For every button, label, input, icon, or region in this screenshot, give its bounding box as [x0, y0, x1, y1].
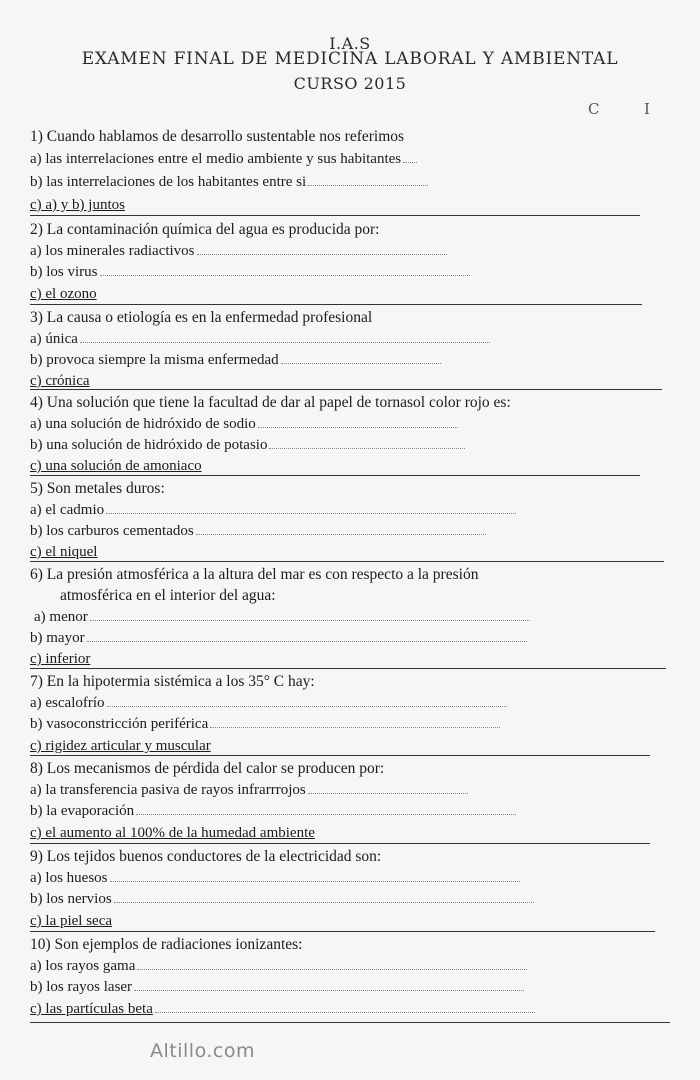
option-5a: a) el cadmio	[30, 502, 516, 519]
question-7: 7) En la hipotermia sistémica a los 35° C hay:	[30, 673, 315, 690]
option-9b: b) los nervios	[30, 891, 534, 908]
option-5b: b) los carburos cementados	[30, 523, 486, 540]
option-7c: c) rigidez articular y muscular	[30, 738, 211, 754]
option-10a: a) los rayos gama	[30, 958, 527, 975]
question-3: 3) La causa o etiología es en la enfermedad profesional	[30, 309, 373, 326]
option-2c: c) el ozono	[30, 286, 97, 302]
answer-rule-4	[30, 475, 640, 476]
option-2a: a) los minerales radiactivos	[30, 243, 447, 260]
question-6-cont: atmosférica en el interior del agua:	[60, 587, 276, 604]
option-9a: a) los huesos	[30, 870, 520, 887]
question-9: 9) Los tejidos buenos conductores de la electricidad son:	[30, 848, 382, 865]
answer-rule-2	[30, 304, 642, 305]
option-3a: a) única	[30, 331, 490, 348]
option-3b: b) provoca siempre la misma enfermedad	[30, 352, 441, 369]
option-9c: c) la piel seca	[30, 913, 113, 929]
option-1b: b) las interrelaciones de los habitantes entre si	[30, 174, 428, 191]
option-2b: b) los virus	[30, 264, 470, 281]
question-10: 10) Son ejemplos de radiaciones ionizantes:	[30, 936, 303, 953]
answer-rule-3	[30, 389, 662, 390]
option-4c: c) una solución de amoniaco	[30, 458, 202, 474]
option-8a: a) la transferencia pasiva de rayos infrarrrojos	[30, 782, 468, 799]
grade-mark-i: I	[644, 100, 650, 118]
answer-rule-7	[30, 755, 650, 756]
watermark-footer[interactable]: Altillo.com	[150, 1040, 255, 1062]
question-4: 4) Una solución que tiene la facultad de dar al papel de tornasol color rojo es:	[30, 394, 511, 411]
option-6c: c) inferior	[30, 651, 91, 667]
option-1c: c) a) y b) juntos	[30, 197, 125, 213]
answer-rule-8	[30, 843, 650, 844]
option-8c: c) el aumento al 100% de la humedad ambiente	[30, 825, 315, 841]
option-6a: a) menor	[34, 609, 530, 626]
answer-rule-6	[30, 668, 666, 669]
option-4a: a) una solución de hidróxido de sodio	[30, 416, 458, 433]
option-8b: b) la evaporación	[30, 803, 516, 820]
question-5: 5) Son metales duros:	[30, 480, 165, 497]
option-3c: c) crónica	[30, 373, 90, 389]
answer-rule-1	[30, 215, 640, 216]
option-4b: b) una solución de hidróxido de potasio	[30, 437, 465, 454]
institution-title: I.A.S	[329, 34, 371, 53]
option-10c: c) las partículas beta	[30, 1001, 535, 1018]
option-5c: c) el niquel	[30, 544, 98, 560]
question-6: 6) La presión atmosférica a la altura del mar es con respecto a la presión	[30, 566, 479, 583]
option-7a: a) escalofrío	[30, 695, 507, 712]
grade-mark-c: C	[588, 100, 600, 118]
answer-rule-9	[30, 931, 655, 932]
option-1a: a) las interrelaciones entre el medio ambiente y sus habitantes	[30, 151, 417, 168]
option-10b: b) los rayos laser	[30, 979, 524, 996]
option-7b: b) vasoconstricción periférica	[30, 716, 500, 733]
exam-title: EXAMEN FINAL DE MEDICINA LABORAL Y AMBIENTAL	[81, 49, 619, 69]
question-2: 2) La contaminación química del agua es producida por:	[30, 221, 380, 238]
course-year: CURSO 2015	[293, 74, 407, 93]
question-1: 1) Cuando hablamos de desarrollo sustentable nos referimos	[30, 128, 405, 145]
answer-rule-10	[30, 1022, 670, 1023]
answer-rule-5	[30, 561, 664, 562]
option-6b: b) mayor	[30, 630, 527, 647]
question-8: 8) Los mecanismos de pérdida del calor se producen por:	[30, 760, 385, 777]
